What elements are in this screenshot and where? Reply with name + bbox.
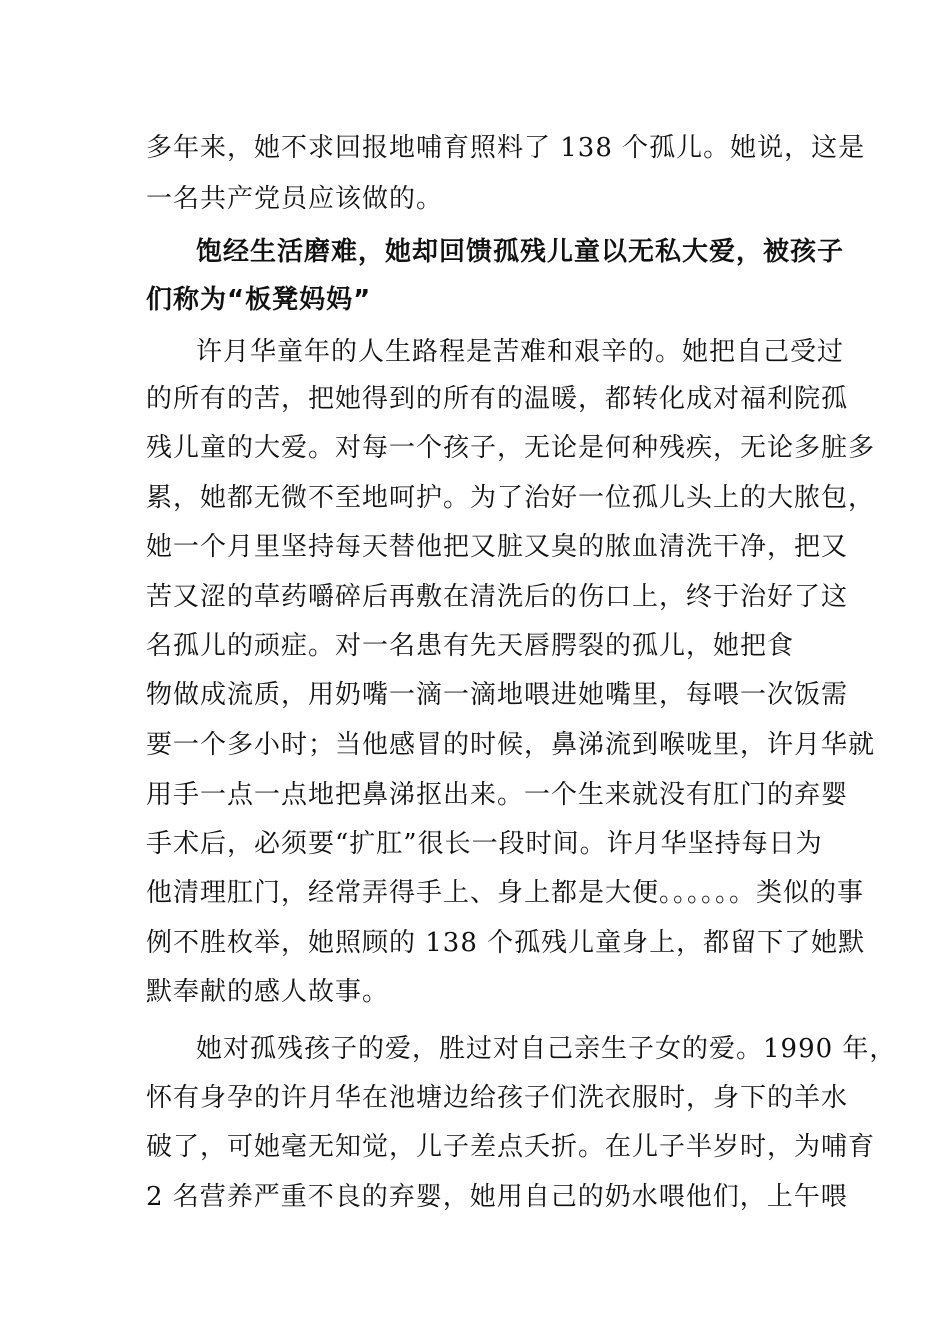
body-text-line: 用手一点一点地把鼻涕抠出来。一个生来就没有肛门的弃婴: [146, 780, 849, 810]
body-text-line: 怀有身孕的许月华在池塘边给孩子们洗衣服时，身下的羊水: [146, 1083, 849, 1113]
body-text-line: 默奉献的感人故事。: [146, 977, 390, 1007]
body-text-line: 例不胜枚举，她照顾的 138 个孤残儿童身上，都留下了她默: [146, 928, 866, 958]
body-text-line: 要一个多小时；当他感冒的时候，鼻涕流到喉咙里，许月华就: [146, 730, 876, 760]
paragraph-first-line: 许月华童年的人生路程是苦难和艰辛的。她把自己受过: [196, 337, 845, 367]
body-text-line: 物做成流质，用奶嘴一滴一滴地喂进她嘴里，每喂一次饭需: [146, 680, 849, 710]
body-text-line: 她一个月里坚持每天替他把又脏又臭的脓血清洗干净，把又: [146, 532, 849, 562]
body-text-line: 多年来，她不求回报地哺育照料了 138 个孤儿。她说，这是: [146, 133, 866, 163]
body-text-line: 破了，可她毫无知觉，儿子差点夭折。在儿子半岁时，为哺育: [146, 1132, 876, 1162]
body-text-line: 累，她都无微不至地呵护。为了治好一位孤儿头上的大脓包，: [146, 483, 876, 513]
body-text-line: 手术后，必须要“扩肛”很长一段时间。许月华坚持每日为: [146, 829, 823, 859]
body-text-line: 一名共产党员应该做的。: [146, 184, 444, 214]
body-text-line: 苦又涩的草药嚼碎后再敷在清洗后的伤口上，终于治好了这: [146, 582, 849, 612]
body-text-line: 的所有的苦，把她得到的所有的温暖，都转化成对福利院孤: [146, 384, 849, 414]
body-text-line: 名孤儿的顽症。对一名患有先天唇腭裂的孤儿，她把食: [146, 631, 795, 661]
body-text-line: 他清理肛门，经常弄得手上、身上都是大便。。。。。。类似的事: [146, 878, 865, 908]
body-text-line: 2 名营养严重不良的弃婴，她用自己的奶水喂他们，上午喂: [146, 1182, 848, 1212]
section-heading-line: 们称为“板凳妈妈”: [146, 285, 372, 315]
section-heading-line: 饱经生活磨难，她却回馈孤残儿童以无私大爱，被孩子: [196, 237, 845, 267]
body-text-line: 残儿童的大爱。对每一个孩子，无论是何种残疾，无论多脏多: [146, 433, 876, 463]
paragraph-first-line: 她对孤残孩子的爱，胜过对自己亲生子女的爱。1990 年，: [196, 1034, 897, 1064]
